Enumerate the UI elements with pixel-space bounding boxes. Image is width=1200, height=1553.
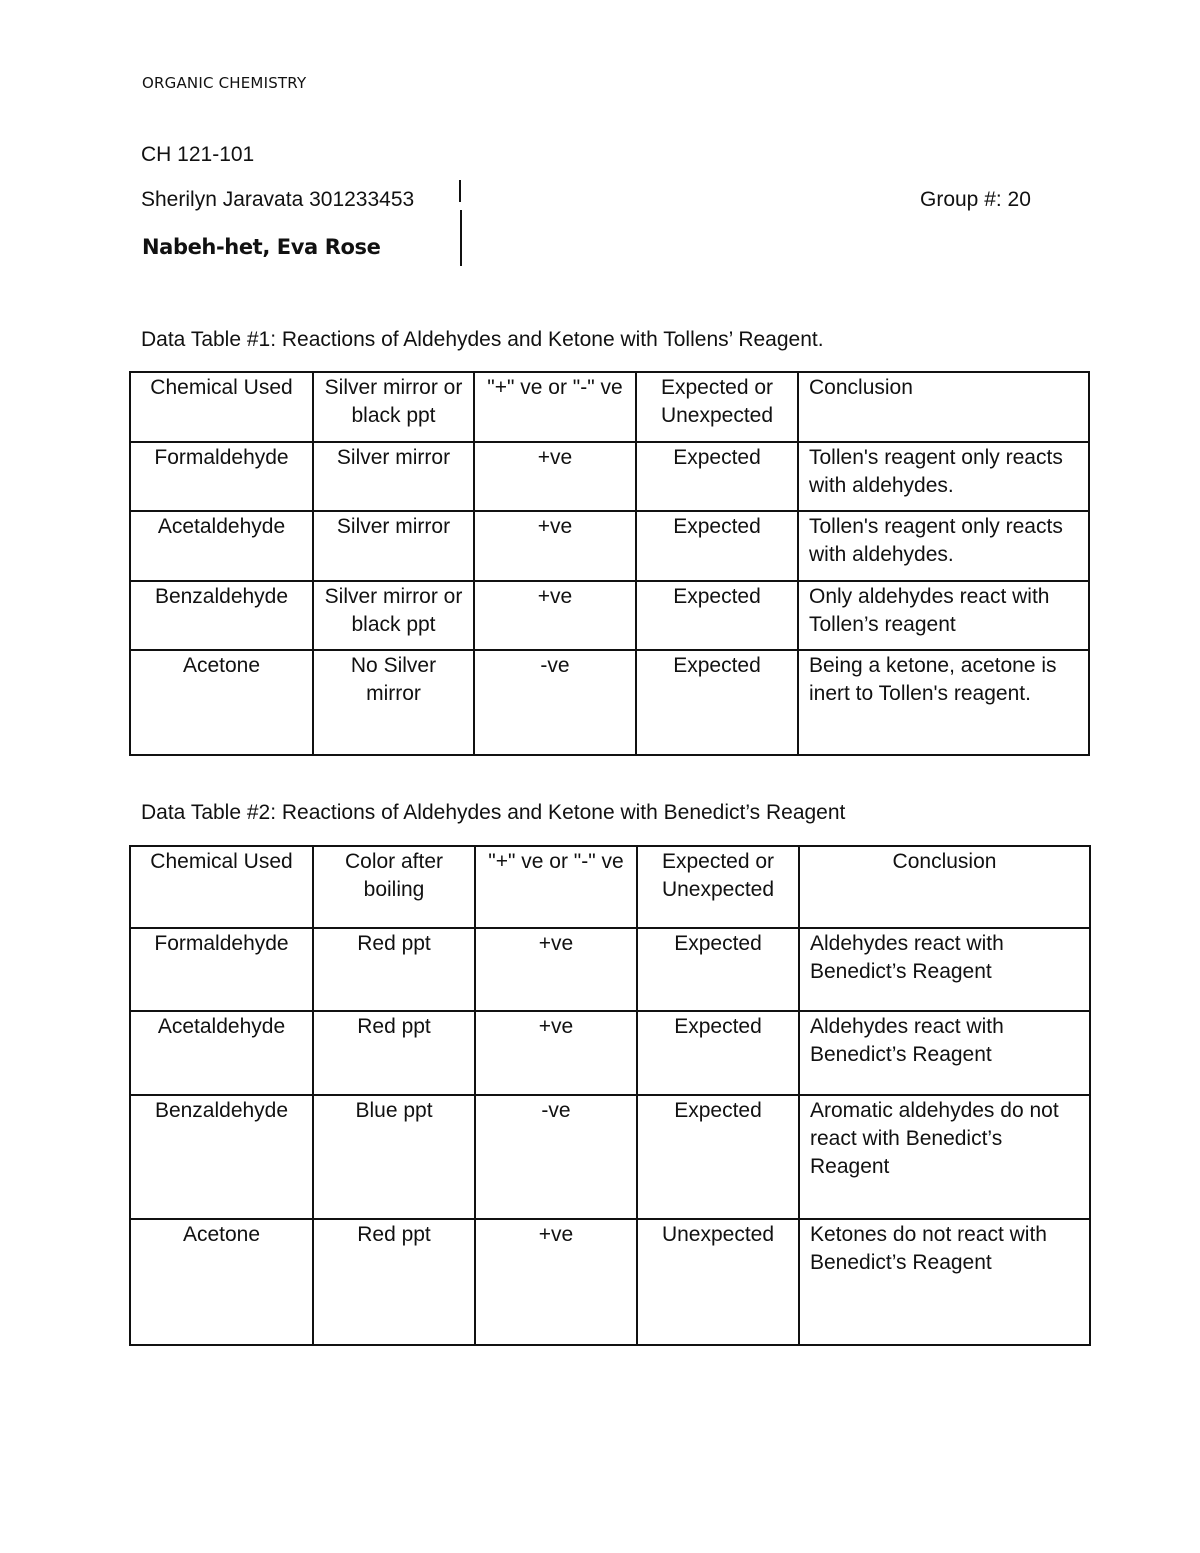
table-row — [130, 511, 1089, 581]
table-cell: Expected — [636, 511, 798, 581]
header-cell: Conclusion — [798, 372, 1089, 442]
table-header-row — [130, 846, 1090, 928]
page-header-title: ORGANIC CHEMISTRY — [142, 74, 307, 92]
table-row — [130, 650, 1089, 755]
table-cell: -ve — [475, 1095, 637, 1219]
table-cell: Red ppt — [313, 928, 475, 1011]
header-cell: Chemical Used — [130, 846, 313, 928]
header-cell: Chemical Used — [130, 372, 313, 442]
course-code: CH 121-101 — [141, 143, 255, 166]
table-cell: Expected — [637, 1095, 799, 1219]
table-cell: Expected — [637, 928, 799, 1011]
table-cell: Expected — [636, 581, 798, 650]
table2-caption: Data Table #2: Reactions of Aldehydes and Ketone with Benedict’s Reagent — [141, 801, 846, 824]
table-cell: Unexpected — [637, 1219, 799, 1345]
table-cell: Benzaldehyde — [130, 1095, 313, 1219]
table-row — [130, 442, 1089, 511]
table-cell: Expected — [637, 1011, 799, 1095]
table-cell: Silver mirror — [313, 511, 474, 581]
table-cell: Only aldehydes react with Tollen’s reagent — [798, 581, 1089, 650]
tollens-data-table — [129, 371, 1090, 756]
header-cell: "+" ve or "-" ve — [475, 846, 637, 928]
table-cell: Expected — [636, 650, 798, 755]
table-cell: Formaldehyde — [130, 928, 313, 1011]
table-cell: Formaldehyde — [130, 442, 313, 511]
header-cell: "+" ve or "-" ve — [474, 372, 636, 442]
table-row — [130, 1219, 1090, 1345]
table-row — [130, 1011, 1090, 1095]
student-name-2: Nabeh-het, Eva Rose — [142, 235, 381, 259]
table-cell: Being a ketone, acetone is inert to Tollen's reagent. — [798, 650, 1089, 755]
table-row — [130, 1095, 1090, 1219]
table-cell: Acetaldehyde — [130, 511, 313, 581]
table-cell: Red ppt — [313, 1011, 475, 1095]
table-row — [130, 928, 1090, 1011]
header-cell: Expected or Unexpected — [637, 846, 799, 928]
table-cell: +ve — [475, 1011, 637, 1095]
group-number: Group #: 20 — [920, 188, 1031, 211]
header-divider-top — [459, 180, 461, 202]
table-cell: Acetone — [130, 1219, 313, 1345]
table-cell: Blue ppt — [313, 1095, 475, 1219]
table-cell: Acetone — [130, 650, 313, 755]
table-row — [130, 581, 1089, 650]
table-cell: +ve — [475, 1219, 637, 1345]
benedicts-data-table — [129, 845, 1091, 1346]
table-cell: No Silver mirror — [313, 650, 474, 755]
table-cell: +ve — [474, 581, 636, 650]
table-cell: Silver mirror — [313, 442, 474, 511]
header-divider-bottom — [460, 210, 462, 266]
table-cell: Tollen's reagent only reacts with aldehydes. — [798, 511, 1089, 581]
table-cell: -ve — [474, 650, 636, 755]
table-cell: +ve — [474, 511, 636, 581]
table-cell: +ve — [475, 928, 637, 1011]
header-cell: Conclusion — [799, 846, 1090, 928]
table-cell: Tollen's reagent only reacts with aldehydes. — [798, 442, 1089, 511]
table1-caption: Data Table #1: Reactions of Aldehydes and Ketone with Tollens’ Reagent. — [141, 328, 824, 351]
table-header-row — [130, 372, 1089, 442]
table-cell: Ketones do not react with Benedict’s Reagent — [799, 1219, 1090, 1345]
table-cell: Red ppt — [313, 1219, 475, 1345]
header-cell: Expected or Unexpected — [636, 372, 798, 442]
table-cell: Expected — [636, 442, 798, 511]
header-cell: Color after boiling — [313, 846, 475, 928]
table-cell: Aldehydes react with Benedict’s Reagent — [799, 1011, 1090, 1095]
table-cell: Acetaldehyde — [130, 1011, 313, 1095]
table-cell: Aromatic aldehydes do not react with Benedict’s Reagent — [799, 1095, 1090, 1219]
table-cell: Benzaldehyde — [130, 581, 313, 650]
table-cell: Silver mirror or black ppt — [313, 581, 474, 650]
student-name-1: Sherilyn Jaravata 301233453 — [141, 188, 415, 211]
table-cell: Aldehydes react with Benedict’s Reagent — [799, 928, 1090, 1011]
table-cell: +ve — [474, 442, 636, 511]
header-cell: Silver mirror or black ppt — [313, 372, 474, 442]
